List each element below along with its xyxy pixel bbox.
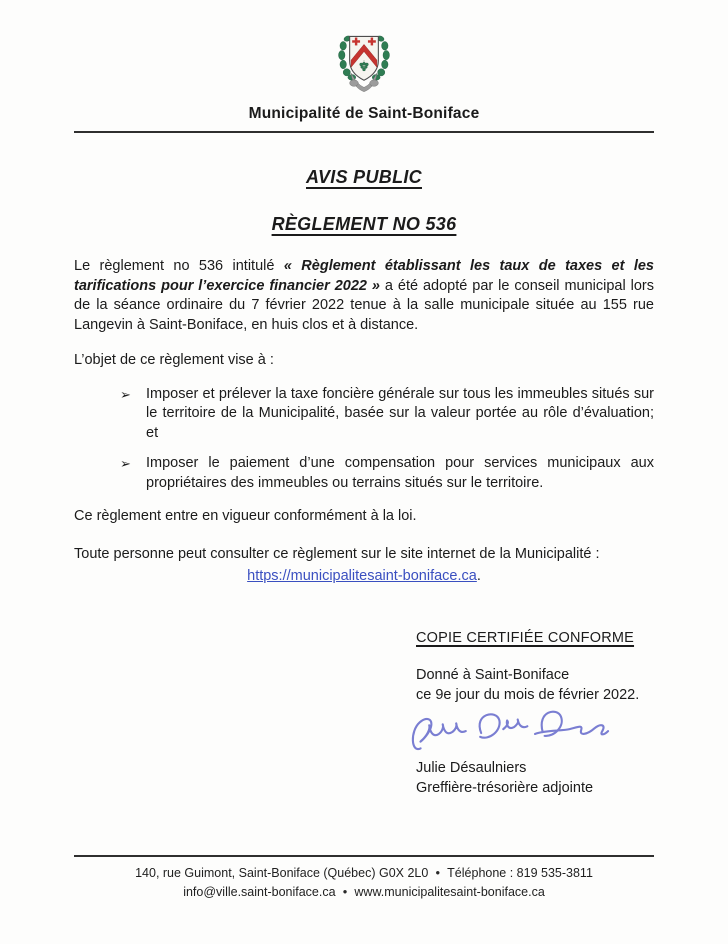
footer-email: info@ville.saint-boniface.ca: [183, 884, 336, 899]
object-intro: L’objet de ce règlement vise à :: [74, 352, 274, 368]
list-item: [74, 385, 654, 444]
list-item-text: Imposer et prélever la taxe foncière générale sur tous les immeubles situés sur le territoire de la Municipalité, basée sur la valeur portée au rôle d’évaluation; et: [146, 385, 654, 441]
dot-separator-icon: ●: [342, 886, 348, 896]
notice-title: AVIS PUBLIC: [306, 167, 422, 187]
adoption-text-post: a été adopté par le conseil municipal lors de la séance ordinaire du 7 février 2022 tenue à la salle municipale située au 155 rue Langevin à Saint-Boniface, en huis clos et à distance.: [74, 277, 654, 333]
footer-divider: [74, 855, 654, 857]
certification-place: Donné à Saint-Boniface: [416, 667, 570, 683]
organization-name: Municipalité de Saint-Boniface: [248, 105, 480, 122]
signature-icon: [404, 708, 616, 758]
list-item-text: Imposer le paiement d’une compensation pour services municipaux aux propriétaires des immeubles ou terrains situés sur le territoire.: [146, 455, 654, 491]
document-footer: [0, 855, 728, 901]
adoption-paragraph: [74, 257, 654, 335]
header-divider: [74, 131, 654, 133]
footer-contact-line: [0, 883, 728, 902]
list-item: [74, 454, 654, 493]
adoption-text-pre: Le règlement no 536 intitulé: [74, 258, 284, 274]
regulation-quoted-name: « Règlement établissant les taux de taxes et les tarifications pour l’exercice financier 2022 »: [74, 258, 654, 294]
footer-address: 140, rue Guimont, Saint-Boniface (Québec) G0X 2L0: [135, 866, 429, 880]
footer-address-line: [0, 864, 728, 883]
arrow-bullet-icon: ➢: [120, 386, 131, 402]
dot-separator-icon: ●: [435, 868, 441, 877]
signer-title: Greffière-trésorière adjointe: [416, 779, 594, 796]
coat-of-arms-icon: [328, 30, 400, 96]
object-list: [74, 385, 654, 494]
document-body: [0, 257, 728, 798]
in-force-statement: Ce règlement entre en vigueur conformément à la loi.: [74, 508, 417, 524]
signer-name: Julie Désaulniers: [416, 760, 527, 776]
link-period: .: [476, 568, 481, 584]
footer-phone: Téléphone : 819 535-3811: [447, 866, 593, 880]
website-link-line: [74, 567, 654, 587]
document-header: [0, 0, 728, 133]
arrow-bullet-icon: ➢: [120, 456, 131, 471]
regulation-title: RÈGLEMENT NO 536: [271, 214, 457, 234]
certification-date: ce 9e jour du mois de février 2022.: [416, 686, 640, 703]
municipality-website-link[interactable]: https://municipalitesaint-boniface.ca: [247, 568, 477, 584]
certification-block: [416, 629, 654, 799]
footer-website: www.municipalitesaint-boniface.ca: [354, 884, 545, 899]
certification-heading: COPIE CERTIFIÉE CONFORME: [416, 629, 635, 646]
consult-statement: Toute personne peut consulter ce règlement sur le site internet de la Municipalité :: [74, 545, 600, 562]
